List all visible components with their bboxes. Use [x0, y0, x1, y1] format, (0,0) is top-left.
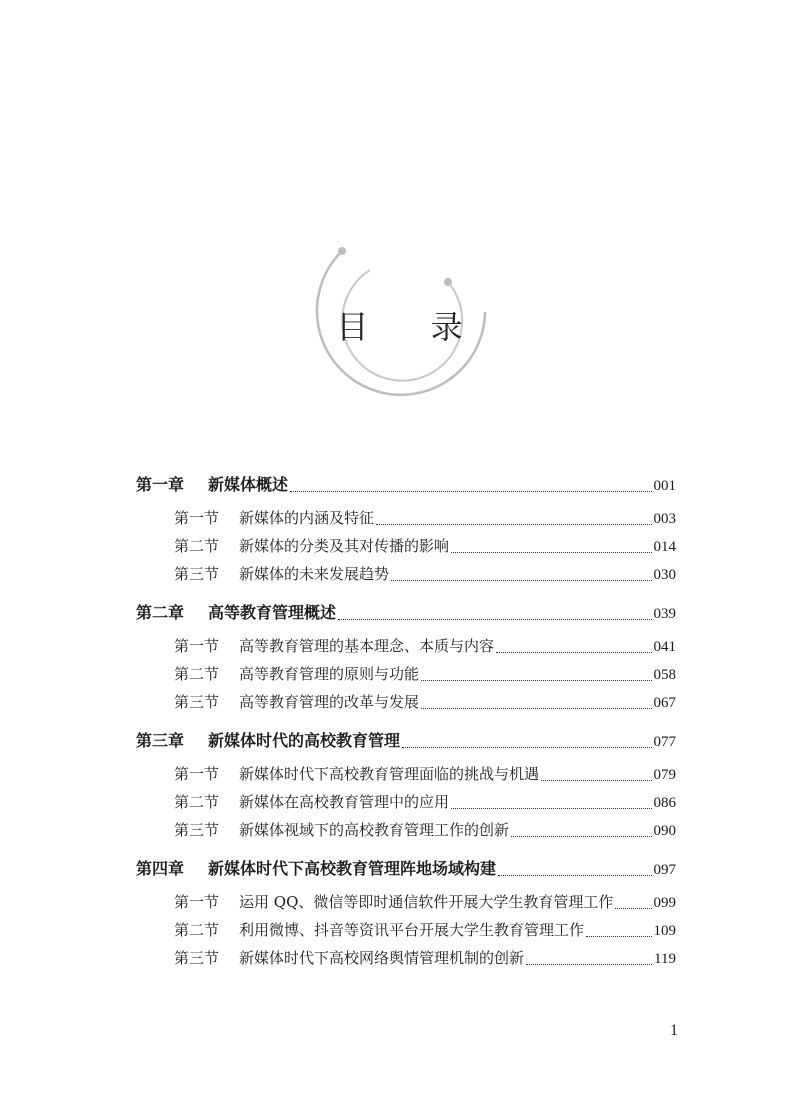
page-title: 目 录 — [336, 308, 489, 346]
section-page-number: 014 — [653, 539, 676, 555]
section-title: 利用微博、抖音等资讯平台开展大学生教育管理工作 — [239, 921, 585, 939]
toc-section-entry[interactable] — [136, 760, 676, 788]
section-title: 新媒体视域下的高校教育管理工作的创新 — [239, 821, 510, 839]
dot-leader — [526, 964, 652, 965]
dot-leader — [541, 780, 651, 781]
section-page-number: 058 — [653, 667, 676, 683]
chapter-block — [136, 594, 676, 716]
toc-heading — [0, 0, 799, 420]
dot-leader — [402, 747, 651, 748]
chapter-title: 新媒体时代的高校教育管理 — [208, 731, 401, 750]
dot-leader — [376, 524, 651, 525]
chapter-title: 新媒体时代下高校教育管理阵地场域构建 — [208, 859, 497, 878]
section-page-number: 041 — [653, 639, 676, 655]
toc-section-entry[interactable] — [136, 944, 676, 972]
toc-section-entry[interactable] — [136, 888, 676, 916]
toc-section-entry[interactable] — [136, 532, 676, 560]
chapter-page-number: 097 — [653, 862, 676, 878]
toc-section-entry[interactable] — [136, 504, 676, 532]
chapter-label: 第四章 — [136, 859, 185, 878]
toc-section-entry[interactable] — [136, 816, 676, 844]
table-of-contents — [136, 466, 676, 972]
section-page-number: 099 — [653, 895, 676, 911]
section-label: 第一节 — [174, 509, 220, 527]
section-label: 第三节 — [174, 949, 220, 967]
ring-dot-left — [338, 247, 346, 255]
dot-leader — [391, 580, 651, 581]
toc-chapter-entry[interactable] — [136, 850, 676, 888]
section-page-number: 119 — [654, 951, 676, 967]
section-title: 新媒体在高校教育管理中的应用 — [239, 793, 450, 811]
dot-leader — [338, 619, 651, 620]
section-label: 第三节 — [174, 693, 220, 711]
dot-leader — [451, 552, 651, 553]
section-label: 第一节 — [174, 765, 220, 783]
toc-section-entry[interactable] — [136, 660, 676, 688]
toc-section-entry[interactable] — [136, 688, 676, 716]
section-title: 高等教育管理的改革与发展 — [239, 693, 420, 711]
section-title: 新媒体的分类及其对传播的影响 — [239, 537, 450, 555]
toc-section-entry[interactable] — [136, 788, 676, 816]
section-title: 新媒体时代下高校网络舆情管理机制的创新 — [239, 949, 525, 967]
page-number: 1 — [670, 1022, 678, 1039]
ring-dot-right — [444, 278, 452, 286]
section-page-number: 109 — [653, 923, 676, 939]
section-label: 第三节 — [174, 565, 220, 583]
dot-leader — [496, 652, 651, 653]
dot-leader — [451, 808, 651, 809]
section-label: 第一节 — [174, 893, 220, 911]
toc-section-entry[interactable] — [136, 632, 676, 660]
toc-section-entry[interactable] — [136, 916, 676, 944]
chapter-block — [136, 466, 676, 588]
chapter-page-number: 077 — [653, 734, 676, 750]
section-label: 第二节 — [174, 537, 220, 555]
chapter-page-number: 039 — [653, 606, 676, 622]
section-label: 第一节 — [174, 637, 220, 655]
dot-leader — [586, 936, 651, 937]
section-title: 高等教育管理的基本理念、本质与内容 — [239, 637, 495, 655]
section-label: 第二节 — [174, 921, 220, 939]
chapter-page-number: 001 — [653, 478, 676, 494]
section-page-number: 090 — [653, 823, 676, 839]
section-label: 第二节 — [174, 793, 220, 811]
dot-leader — [615, 908, 651, 909]
section-label: 第二节 — [174, 665, 220, 683]
toc-chapter-entry[interactable] — [136, 722, 676, 760]
chapter-block — [136, 850, 676, 972]
section-page-number: 079 — [653, 767, 676, 783]
dot-leader — [498, 875, 651, 876]
section-title: 新媒体的内涵及特征 — [239, 509, 375, 527]
chapter-label: 第二章 — [136, 603, 185, 622]
dot-leader — [421, 680, 651, 681]
section-page-number: 086 — [653, 795, 676, 811]
section-page-number: 003 — [653, 511, 676, 527]
chapter-label: 第一章 — [136, 475, 185, 494]
chapter-title: 新媒体概述 — [208, 475, 289, 494]
chapter-title: 高等教育管理概述 — [208, 603, 337, 622]
toc-section-entry[interactable] — [136, 560, 676, 588]
dot-leader — [290, 491, 651, 492]
section-title: 新媒体时代下高校教育管理面临的挑战与机遇 — [239, 765, 540, 783]
section-title: 运用 QQ、微信等即时通信软件开展大学生教育管理工作 — [239, 893, 614, 911]
section-title: 新媒体的未来发展趋势 — [239, 565, 390, 583]
toc-chapter-entry[interactable] — [136, 466, 676, 504]
section-page-number: 067 — [653, 695, 676, 711]
chapter-label: 第三章 — [136, 731, 185, 750]
section-page-number: 030 — [653, 567, 676, 583]
section-title: 高等教育管理的原则与功能 — [239, 665, 420, 683]
toc-chapter-entry[interactable] — [136, 594, 676, 632]
section-label: 第三节 — [174, 821, 220, 839]
chapter-block — [136, 722, 676, 844]
dot-leader — [421, 708, 651, 709]
dot-leader — [511, 836, 651, 837]
